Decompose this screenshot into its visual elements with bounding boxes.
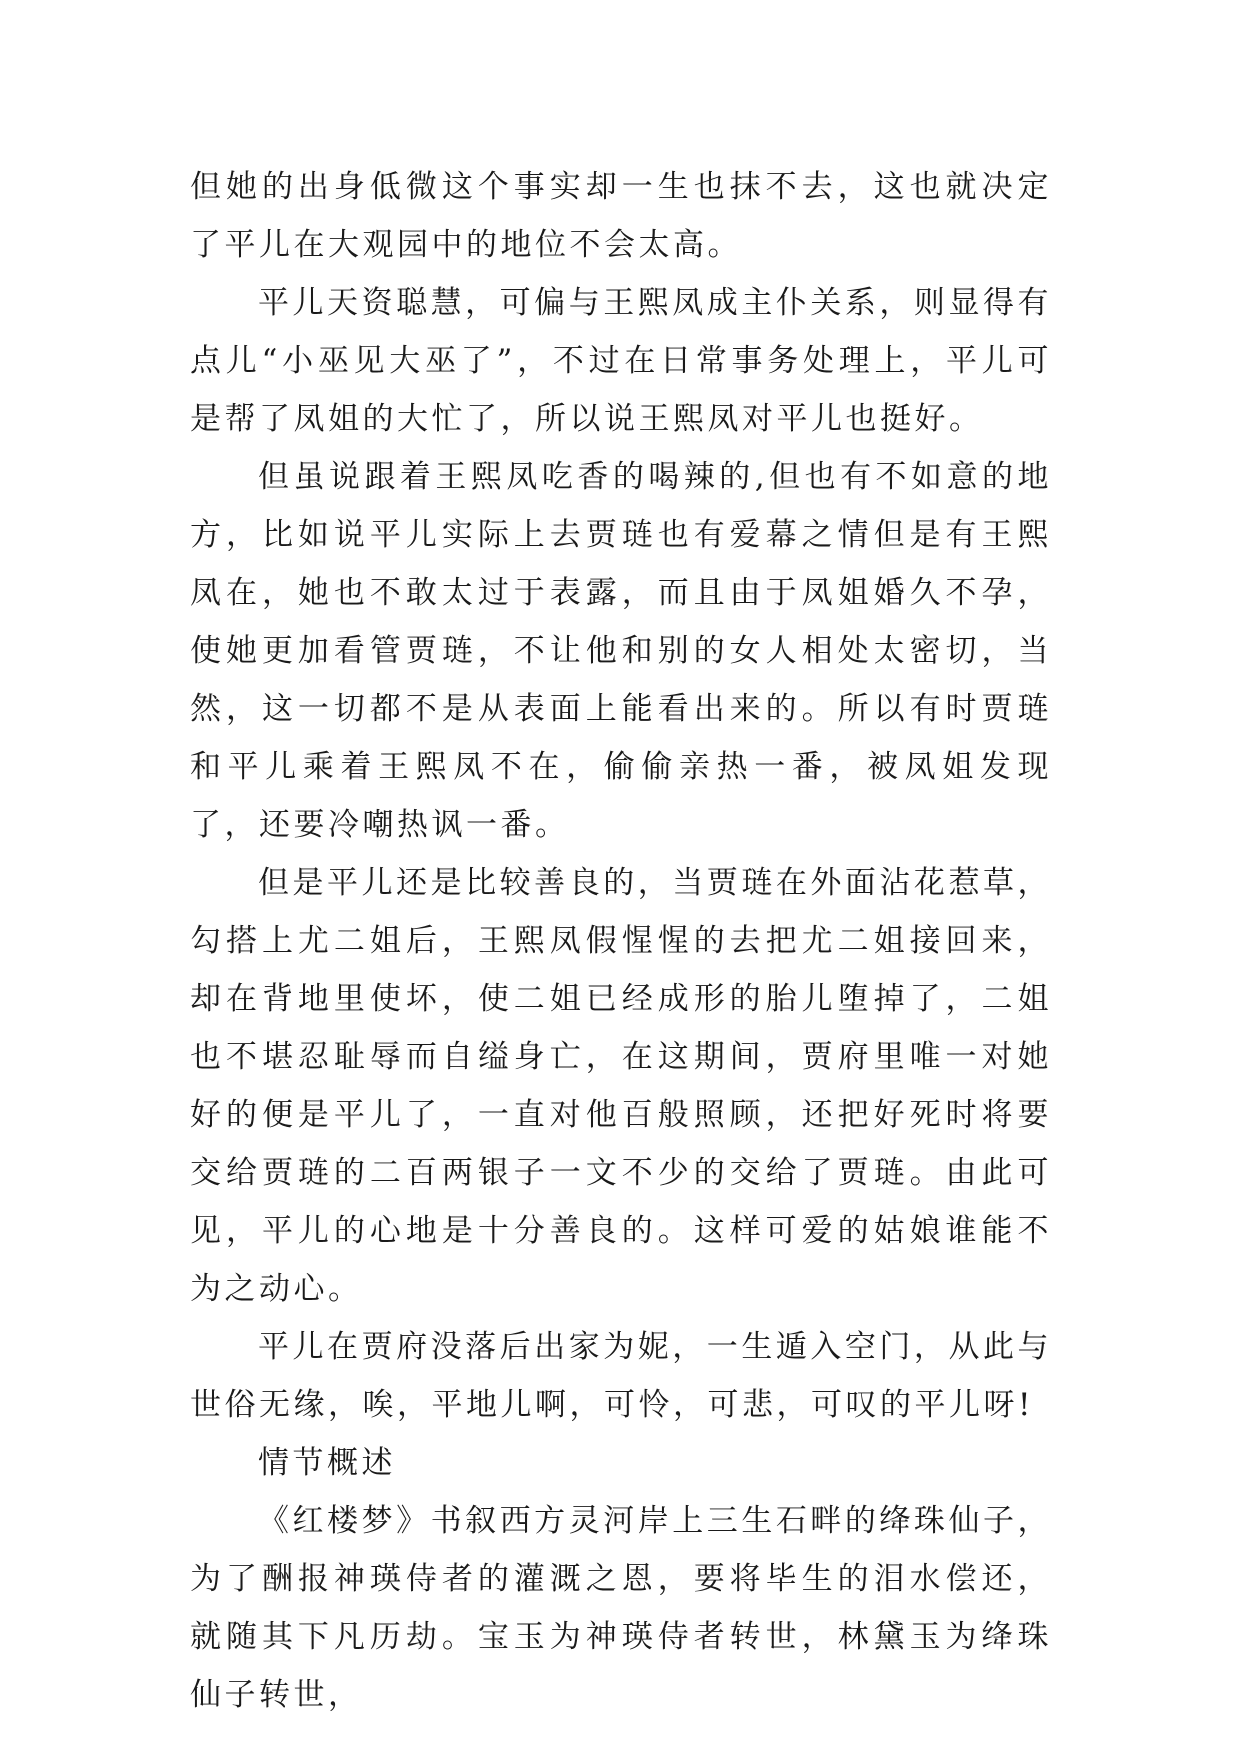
paragraph-1: 但她的出身低微这个事实却一生也抹不去，这也就决定了平儿在大观园中的地位不会太高。 bbox=[190, 169, 1052, 263]
document-body bbox=[190, 158, 1052, 1724]
section-heading: 情节概述 bbox=[258, 1445, 396, 1481]
paragraph-3: 但虽说跟着王熙凤吃香的喝辣的,但也有不如意的地方，比如说平儿实际上去贾琏也有爱幕之情但是有王熙凤在，她也不敢太过于表露，而且由于凤姐婚久不孕，使她更加看管贾琏，不让他和别的女人相处太密切，当然，这一切都不是从表面上能看出来的。所以有时贾琏和平儿乘着王熙凤不在，偷偷亲热一番，被凤姐发现了，还要冷嘲热讽一番。 bbox=[190, 459, 1052, 843]
paragraph-5: 平儿在贾府没落后出家为妮，一生遁入空门，从此与世俗无缘，唉，平地儿啊，可怜，可悲，可叹的平儿呀! bbox=[190, 1329, 1052, 1423]
paragraph-4: 但是平儿还是比较善良的，当贾琏在外面沾花惹草，勾搭上尤二姐后，王熙凤假惺惺的去把尤二姐接回来，却在背地里使坏，使二姐已经成形的胎儿堕掉了，二姐也不堪忍耻辱而自缢身亡，在这期间，贾府里唯一对她好的便是平儿了，一直对他百般照顾，还把好死时将要交给贾琏的二百两银子一文不少的交给了贾琏。由此可见，平儿的心地是十分善良的。这样可爱的姑娘谁能不为之动心。 bbox=[190, 865, 1052, 1307]
paragraph-2: 平儿天资聪慧，可偏与王熙凤成主仆关系，则显得有点儿“小巫见大巫了”，不过在日常事务处理上，平儿可是帮了凤姐的大忙了，所以说王熙凤对平儿也挺好。 bbox=[190, 285, 1052, 437]
paragraph-6: 《红楼梦》书叙西方灵河岸上三生石畔的绛珠仙子，为了酬报神瑛侍者的灌溉之恩，要将毕生的泪水偿还，就随其下凡历劫。宝玉为神瑛侍者转世，林黛玉为绛珠仙子转世， bbox=[190, 1503, 1052, 1713]
